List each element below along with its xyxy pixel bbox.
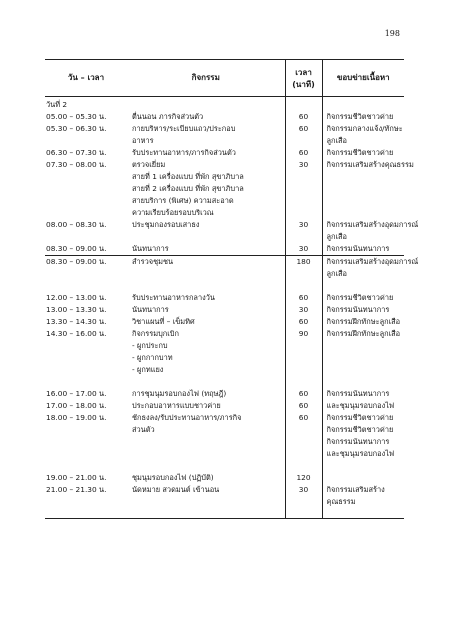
row-activity xyxy=(127,304,285,316)
row-activity xyxy=(127,123,285,147)
row-time: 18.00 – 19.00 น. xyxy=(46,413,107,422)
row-time: 08.30 – 09.00 น. xyxy=(46,244,107,253)
content-line: กิจกรรมนันทนาการ xyxy=(326,305,390,314)
row-content xyxy=(322,111,404,123)
table-row xyxy=(45,111,404,123)
row-activity xyxy=(127,243,285,256)
activity-line: สายที่ 2 เครื่องแบบ ที่พัก สุขาภิบาล xyxy=(132,184,244,193)
table-row xyxy=(45,256,404,281)
table-row xyxy=(45,304,404,316)
table-row xyxy=(45,147,404,159)
activity-line: - ผูกทแยง xyxy=(132,365,164,374)
spacer-row xyxy=(45,460,404,472)
content-line: กิจกรรมฝึกทักษะลูกเสือ xyxy=(326,329,401,338)
row-content xyxy=(322,159,414,219)
table-body xyxy=(45,97,419,519)
content-line: กิจกรรมกลางแจ้ง/ทักษะ xyxy=(326,124,403,133)
content-line: กิจกรรมนันทนาการ xyxy=(326,244,390,253)
page-number: 198 xyxy=(384,29,400,38)
activity-line: นันทนาการ xyxy=(132,244,169,253)
header-time: วัน – เวลา xyxy=(45,60,127,97)
row-activity xyxy=(127,292,285,304)
row-content xyxy=(322,472,404,484)
table-row xyxy=(45,484,404,519)
row-time: 13.00 – 13.30 น. xyxy=(46,305,107,314)
row-time: 05.00 – 05.30 น. xyxy=(46,112,107,121)
activity-line: สายบริการ (พิเศษ) ความสะอาด xyxy=(132,196,234,205)
row-time: 17.00 – 18.00 น. xyxy=(46,401,107,410)
row-activity xyxy=(127,412,285,460)
row-time: 16.00 – 17.00 น. xyxy=(46,389,107,398)
content-line: กิจกรรมเสริมสร้างอุดมการณ์ xyxy=(326,220,419,229)
row-time: 12.00 – 13.00 น. xyxy=(46,293,107,302)
content-line: กิจกรรมชีวิตชาวค่าย xyxy=(326,293,394,302)
row-activity xyxy=(127,472,285,484)
row-time: 21.00 – 21.30 น. xyxy=(45,484,127,519)
row-activity xyxy=(127,328,285,376)
header-minutes-line1: เวลา xyxy=(295,68,312,77)
row-time: 07.30 – 08.00 น. xyxy=(46,160,107,169)
row-minutes: 30 xyxy=(285,159,322,219)
header-minutes-line2: (นาที) xyxy=(292,80,315,89)
table-row xyxy=(45,328,404,376)
activity-line: กิจกรรมบุกเบิก xyxy=(132,329,179,338)
content-line: และชุมนุมรอบกองไฟ xyxy=(326,449,395,458)
row-activity xyxy=(127,159,285,219)
row-content xyxy=(322,388,404,400)
content-line: ลูกเสือ xyxy=(326,136,347,145)
activity-line: นัดหมาย สวดมนต์ เข้านอน xyxy=(132,485,220,494)
content-line: กิจกรรมชีวิตชาวค่าย xyxy=(326,413,394,422)
row-content xyxy=(322,400,404,412)
schedule-table-container xyxy=(45,59,419,519)
header-content: ขอบข่ายเนื้อหา xyxy=(322,60,404,97)
row-content xyxy=(322,243,404,256)
content-line: กิจกรรมนันทนาการ xyxy=(326,389,390,398)
row-minutes: 30 xyxy=(285,484,322,519)
activity-line: รับประทานอาหารกลางวัน xyxy=(132,293,215,302)
row-minutes: 30 xyxy=(285,219,322,243)
activity-line: ตื่นนอน ภารกิจส่วนตัว xyxy=(132,112,204,121)
activity-line: ชักธงลง/รับประทานอาหาร/ภารกิจ xyxy=(132,413,242,422)
row-minutes: 60 xyxy=(285,316,322,328)
content-line: กิจกรรมชีวิตชาวค่าย xyxy=(326,112,394,121)
spacer-row xyxy=(45,280,404,292)
row-time: 13.30 – 14.30 น. xyxy=(46,317,107,326)
row-content xyxy=(322,147,404,159)
row-activity xyxy=(127,484,285,519)
row-activity xyxy=(127,400,285,412)
activity-line: อาหาร xyxy=(132,136,154,145)
table-row xyxy=(45,400,404,412)
day-label: วันที่ 2 xyxy=(46,100,68,109)
activity-line: - ผูกกากบาท xyxy=(132,353,173,362)
row-minutes: 60 xyxy=(285,388,322,400)
row-minutes: 60 xyxy=(285,412,322,460)
row-activity xyxy=(127,111,285,123)
content-line: คุณธรรม xyxy=(326,497,356,506)
row-activity xyxy=(127,388,285,400)
row-minutes: 30 xyxy=(285,304,322,316)
table-row xyxy=(45,388,404,400)
activity-line: นันทนาการ xyxy=(132,305,169,314)
row-activity xyxy=(127,219,285,243)
row-content xyxy=(322,219,419,243)
table-row xyxy=(45,292,404,304)
row-minutes: 120 xyxy=(285,472,322,484)
activity-line: ความเรียบร้อยรอบบริเวณ xyxy=(132,208,214,217)
activity-line: ตรวจเยี่ยม xyxy=(132,160,166,169)
header-activity: กิจกรรม xyxy=(127,60,285,97)
table-row xyxy=(45,159,404,219)
row-minutes: 60 xyxy=(285,147,322,159)
content-line: กิจกรรมชีวิตชาวค่าย xyxy=(326,148,394,157)
content-line: ลูกเสือ xyxy=(326,232,347,241)
content-line xyxy=(327,472,405,484)
table-row xyxy=(45,316,404,328)
table-row xyxy=(45,472,404,484)
row-activity xyxy=(127,316,285,328)
activity-line: ประชุมกองรอบเสาธง xyxy=(132,220,200,229)
day-row xyxy=(45,97,404,112)
row-time: 08.00 – 08.30 น. xyxy=(46,220,107,229)
content-line: ลูกเสือ xyxy=(326,269,347,278)
content-line: กิจกรรมเสริมสร้างคุณธรรม xyxy=(326,160,414,169)
row-time: 05.30 – 06.30 น. xyxy=(46,124,107,133)
row-minutes: 90 xyxy=(285,328,322,376)
table-row xyxy=(45,243,404,256)
row-minutes: 60 xyxy=(285,123,322,147)
activity-line: สายที่ 1 เครื่องแบบ ที่พัก สุขาภิบาล xyxy=(132,172,244,181)
activity-line: รับประทานอาหาร/ภารกิจส่วนตัว xyxy=(132,148,236,157)
activity-line: ประกอบอาหารแบบชาวค่าย xyxy=(132,401,221,410)
header-minutes xyxy=(285,60,322,97)
table-header-row xyxy=(45,60,404,97)
activity-line: กายบริหาร/ระเบียบแถว/ประกอบ xyxy=(132,124,236,133)
row-time: 06.30 – 07.30 น. xyxy=(46,148,107,157)
table-row xyxy=(45,123,404,147)
table-row xyxy=(45,219,404,243)
row-content xyxy=(322,316,404,328)
activity-line: ชุมนุมรอบกองไฟ (ปฏิบัติ) xyxy=(132,473,214,482)
content-line: กิจกรรมเสริมสร้าง xyxy=(326,485,385,494)
row-content xyxy=(322,304,404,316)
content-line: กิจกรรมเสริมสร้างอุดมการณ์ xyxy=(326,257,419,266)
spacer-row xyxy=(45,376,404,388)
activity-line: วิชาแผนที่ – เข็มทิศ xyxy=(132,317,195,326)
activity-line: สำรวจชุมชน xyxy=(132,257,174,266)
row-minutes: 60 xyxy=(285,111,322,123)
row-activity xyxy=(127,256,285,281)
row-minutes: 60 xyxy=(285,400,322,412)
activity-line: ส่วนตัว xyxy=(132,425,155,434)
row-content xyxy=(322,328,404,376)
row-content xyxy=(322,256,419,281)
row-minutes: 180 xyxy=(285,256,322,281)
content-line: กิจกรรมชีวิตชาวค่าย xyxy=(326,425,394,434)
row-activity xyxy=(127,147,285,159)
row-minutes: 30 xyxy=(285,243,322,256)
schedule-table xyxy=(45,59,419,519)
activity-line: - ผูกประกบ xyxy=(132,341,168,350)
row-content xyxy=(322,292,404,304)
row-content xyxy=(322,412,404,460)
content-line: กิจกรรมฝึกทักษะลูกเสือ xyxy=(326,317,401,326)
row-time: 08.30 – 09.00 น. xyxy=(45,256,127,281)
row-content xyxy=(322,484,404,519)
row-time: 19.00 – 21.00 น. xyxy=(46,473,107,482)
activity-line: การชุมนุมรอบกองไฟ (ทฤษฎี) xyxy=(132,389,227,398)
row-minutes: 60 xyxy=(285,292,322,304)
content-line: และชุมนุมรอบกองไฟ xyxy=(326,401,395,410)
row-content xyxy=(322,123,404,147)
content-line: กิจกรรมนันทนาการ xyxy=(326,437,390,446)
table-row xyxy=(45,412,404,460)
row-time: 14.30 – 16.00 น. xyxy=(46,329,107,338)
